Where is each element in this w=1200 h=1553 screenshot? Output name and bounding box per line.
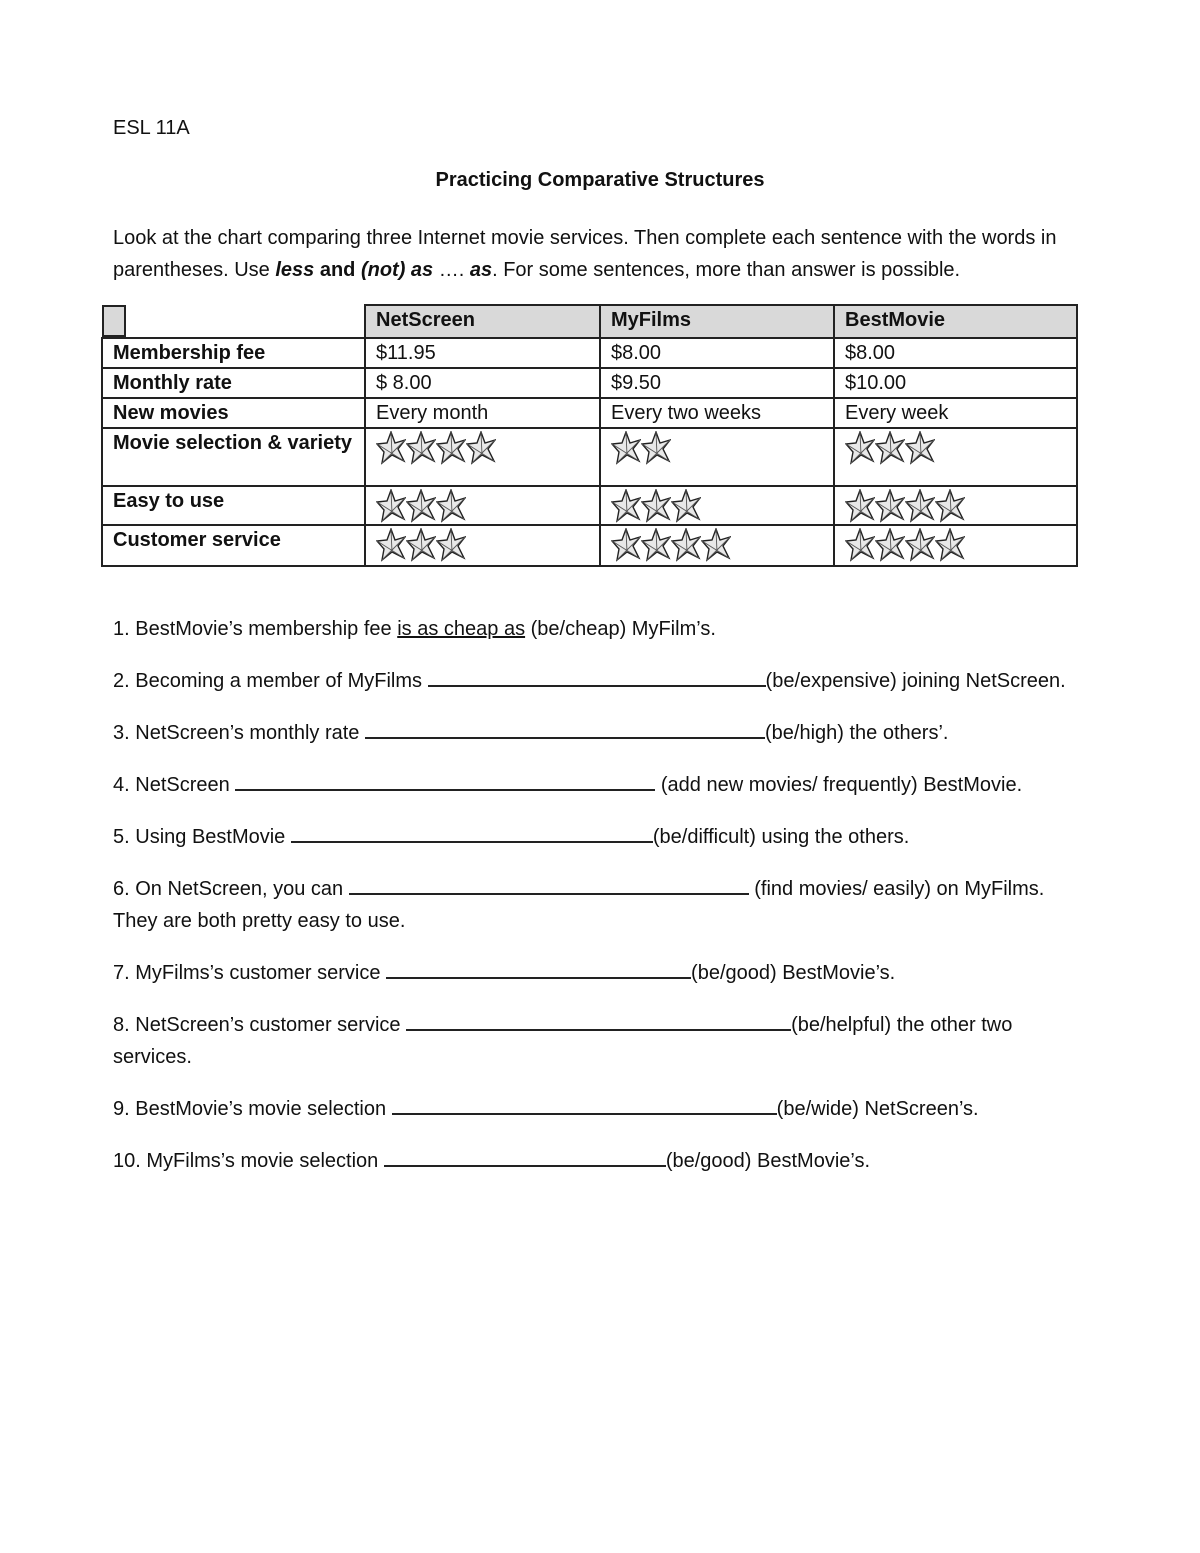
star-icon <box>406 431 436 465</box>
row-label: Membership fee <box>102 338 365 368</box>
page-title: Practicing Comparative Structures <box>435 169 765 191</box>
question-text: Becoming a member of MyFilms <box>135 670 428 692</box>
question-number: 3. <box>113 722 130 744</box>
star-icon <box>905 431 935 465</box>
question-number: 6. <box>113 878 130 900</box>
star-rating-cell <box>834 525 1077 566</box>
star-icon <box>406 489 436 523</box>
question-text-end: (add new movies/ frequently) BestMovie. <box>655 774 1023 796</box>
star-icon <box>845 528 875 562</box>
answer-blank[interactable] <box>365 719 765 739</box>
chart-row-membership-fee <box>102 338 1077 368</box>
cell-value: Every week <box>834 398 1077 428</box>
instructions <box>113 222 1093 286</box>
star-icon <box>466 431 496 465</box>
cell-value: Every month <box>365 398 600 428</box>
star-rating-cell <box>365 428 600 486</box>
col-header-myfilms: MyFilms <box>600 305 834 338</box>
question-1 <box>113 613 1088 645</box>
cell-value: $9.50 <box>600 368 834 398</box>
cell-value: $8.00 <box>834 338 1077 368</box>
star-icon <box>436 431 466 465</box>
chart-row-monthly-rate <box>102 368 1077 398</box>
question-number: 10. <box>113 1150 141 1172</box>
question-text: BestMovie’s membership fee <box>135 618 398 640</box>
star-icon <box>641 431 671 465</box>
chart-row-movie-selection <box>102 428 1077 486</box>
star-icon <box>905 528 935 562</box>
answer-blank[interactable] <box>349 875 749 895</box>
course-code: ESL 11A <box>113 117 190 139</box>
star-icon <box>875 431 905 465</box>
question-text: On NetScreen, you can <box>135 878 349 900</box>
question-text: BestMovie’s movie selection <box>135 1098 392 1120</box>
question-text: NetScreen’s monthly rate <box>135 722 365 744</box>
question-number: 5. <box>113 826 130 848</box>
star-rating-cell <box>834 486 1077 525</box>
question-text-end: (be/difficult) using the others. <box>652 826 910 848</box>
star-rating-cell <box>365 486 600 525</box>
question-text: MyFilms’s customer service <box>135 962 387 984</box>
star-icon <box>905 489 935 523</box>
star-icon <box>701 528 731 562</box>
chart-header-row <box>102 305 1077 338</box>
question-text-end: (be/helpful) the other two services. <box>113 1014 1013 1068</box>
question-number: 8. <box>113 1014 130 1036</box>
instructions-dots: …. <box>433 259 470 281</box>
question-text: NetScreen <box>135 774 236 796</box>
star-rating-cell <box>365 525 600 566</box>
row-label: New movies <box>102 398 365 428</box>
question-text-end: (be/good) BestMovie’s. <box>665 1150 871 1172</box>
question-text-end: (find movies/ easily) on MyFilms. They are both pretty easy to use. <box>113 878 1045 932</box>
star-rating-cell <box>600 428 834 486</box>
star-rating-cell <box>600 525 834 566</box>
question-10 <box>113 1145 1088 1177</box>
star-icon <box>611 489 641 523</box>
star-icon <box>935 528 965 562</box>
cell-value: Every two weeks <box>600 398 834 428</box>
question-number: 4. <box>113 774 130 796</box>
answer-blank[interactable] <box>235 771 655 791</box>
star-icon <box>376 431 406 465</box>
question-text-end: (be/cheap) MyFilm’s. <box>525 618 716 640</box>
question-number: 9. <box>113 1098 130 1120</box>
question-3 <box>113 717 1088 749</box>
question-text-end: (be/good) BestMovie’s. <box>691 962 896 984</box>
question-number: 7. <box>113 962 130 984</box>
star-icon <box>671 489 701 523</box>
star-icon <box>376 528 406 562</box>
chart-row-easy-to-use <box>102 486 1077 525</box>
star-icon <box>845 431 875 465</box>
instructions-less: less <box>275 259 315 281</box>
star-icon <box>376 489 406 523</box>
question-text-end: (be/expensive) joining NetScreen. <box>765 670 1066 692</box>
star-icon <box>611 431 641 465</box>
question-text: Using BestMovie <box>135 826 291 848</box>
question-number: 2. <box>113 670 130 692</box>
question-text: MyFilms’s movie selection <box>146 1150 384 1172</box>
question-list <box>113 613 1088 1197</box>
question-6 <box>113 873 1088 937</box>
question-text: NetScreen’s customer service <box>135 1014 407 1036</box>
answer-blank[interactable] <box>428 667 766 687</box>
row-label: Movie selection & variety <box>102 428 365 486</box>
instructions-not-as: (not) as <box>360 259 434 281</box>
star-icon <box>641 489 671 523</box>
chart-corner-cell <box>102 305 126 337</box>
star-icon <box>436 528 466 562</box>
star-icon <box>406 528 436 562</box>
row-label: Monthly rate <box>102 368 365 398</box>
question-4 <box>113 769 1088 801</box>
cell-value: $8.00 <box>600 338 834 368</box>
question-5 <box>113 821 1088 853</box>
answer-blank[interactable] <box>386 959 691 979</box>
cell-value: $10.00 <box>834 368 1077 398</box>
answer-blank[interactable] <box>406 1011 791 1031</box>
comparison-chart <box>101 304 1078 567</box>
chart-row-new-movies <box>102 398 1077 428</box>
star-icon <box>875 528 905 562</box>
row-label: Easy to use <box>102 486 365 525</box>
question-2 <box>113 665 1088 697</box>
question-8 <box>113 1009 1088 1073</box>
star-icon <box>935 489 965 523</box>
star-icon <box>611 528 641 562</box>
example-answer: is as cheap as <box>397 618 526 640</box>
instructions-and: and <box>314 259 361 281</box>
star-icon <box>875 489 905 523</box>
instructions-text-end: . For some sentences, more than answer is possible. <box>492 259 961 281</box>
question-text-end: (be/high) the others’. <box>765 722 949 744</box>
star-icon <box>845 489 875 523</box>
question-text-end: (be/wide) NetScreen’s. <box>776 1098 979 1120</box>
instructions-text: Look at the chart comparing three Internet movie services. Then complete each sentence with the words in parentheses. Use <box>113 227 1057 281</box>
answer-blank[interactable] <box>291 823 653 843</box>
star-icon <box>671 528 701 562</box>
star-icon <box>641 528 671 562</box>
row-label: Customer service <box>102 525 365 566</box>
star-icon <box>436 489 466 523</box>
question-9 <box>113 1093 1088 1125</box>
star-rating-cell <box>834 428 1077 486</box>
col-header-netscreen: NetScreen <box>365 305 600 338</box>
cell-value: $ 8.00 <box>365 368 600 398</box>
answer-blank[interactable] <box>392 1095 777 1115</box>
question-7 <box>113 957 1088 989</box>
col-header-bestmovie: BestMovie <box>834 305 1077 338</box>
instructions-as: as <box>469 259 493 281</box>
chart-row-customer-service <box>102 525 1077 566</box>
star-rating-cell <box>600 486 834 525</box>
question-number: 1. <box>113 618 130 640</box>
cell-value: $11.95 <box>365 338 600 368</box>
answer-blank[interactable] <box>384 1147 666 1167</box>
